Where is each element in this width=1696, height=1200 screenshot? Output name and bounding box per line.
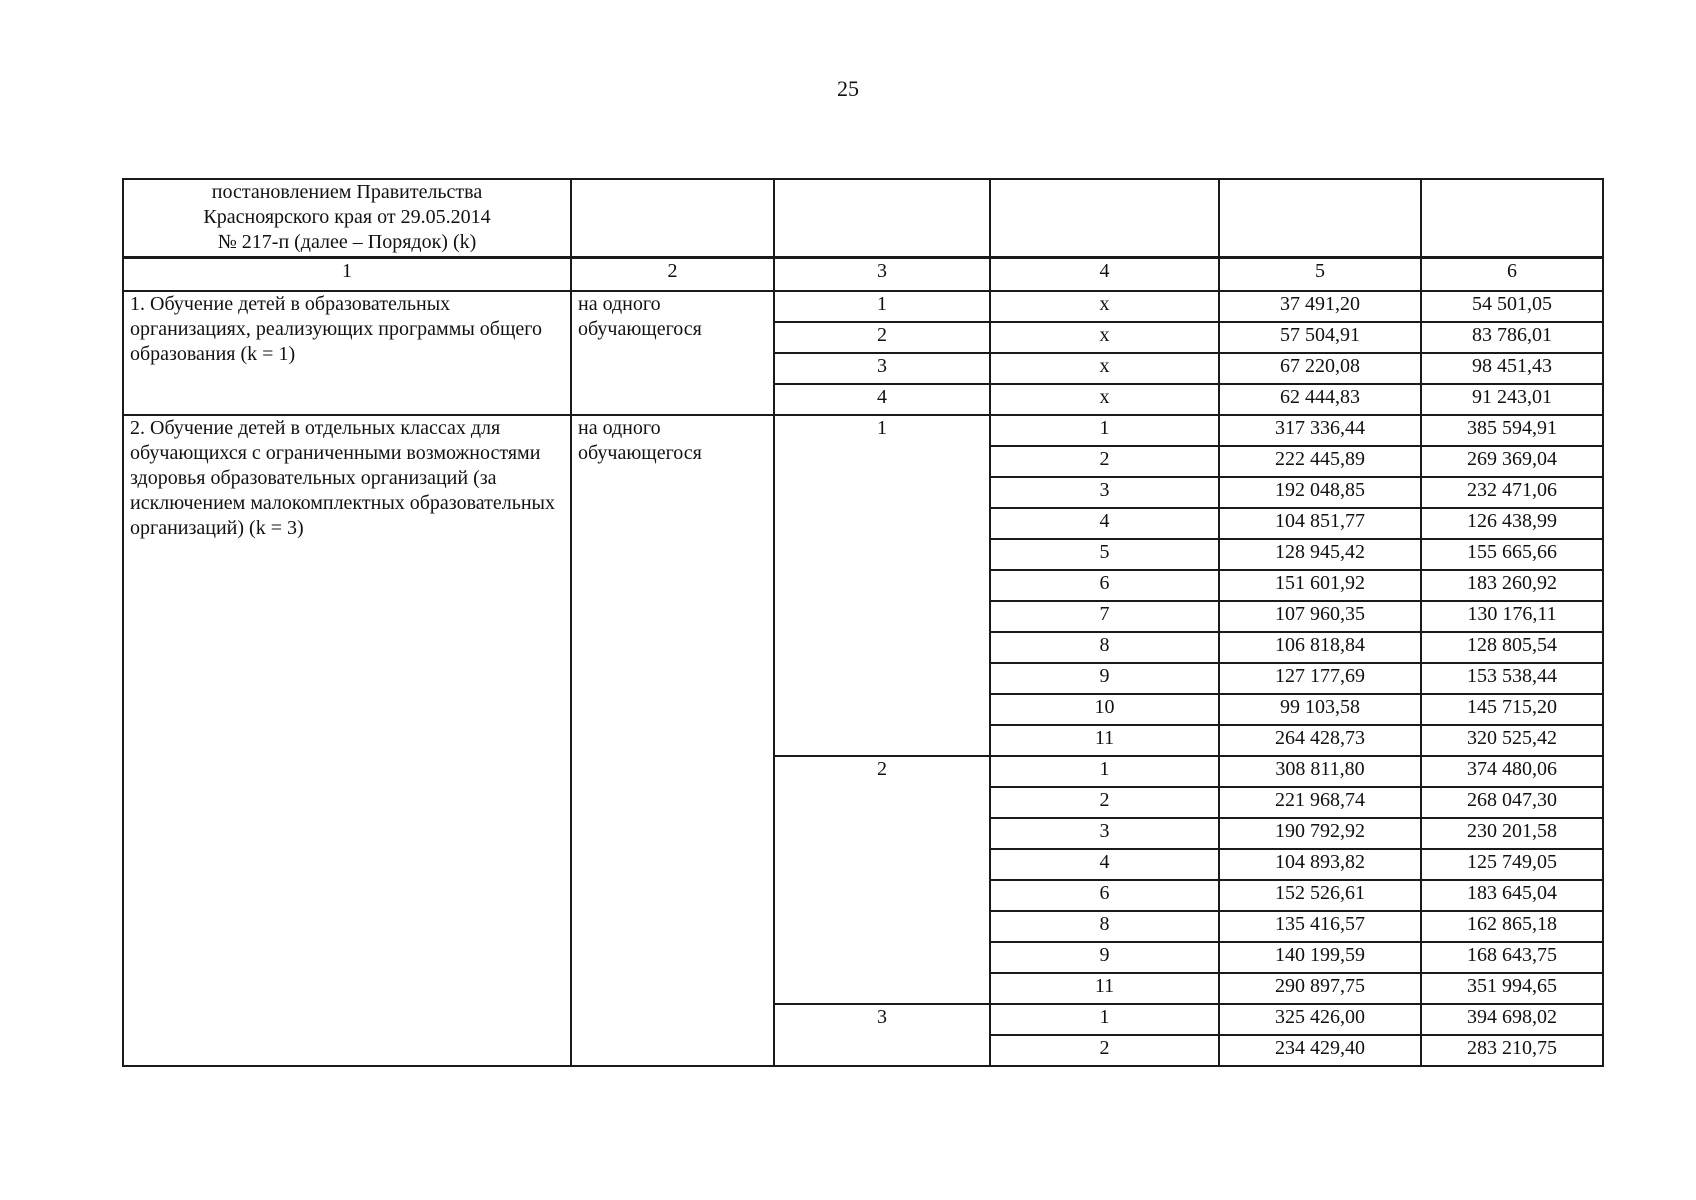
column-number: 3 <box>774 257 990 291</box>
cell-col6: 54 501,05 <box>1421 291 1603 322</box>
cell-col4: 2 <box>990 787 1219 818</box>
cell-col5: 151 601,92 <box>1219 570 1421 601</box>
cell-col4: 10 <box>990 694 1219 725</box>
column-number: 2 <box>571 257 774 291</box>
cell-col5: 99 103,58 <box>1219 694 1421 725</box>
cell-col4: 5 <box>990 539 1219 570</box>
group2-col3: 2 <box>774 756 990 1004</box>
cell-col6: 168 643,75 <box>1421 942 1603 973</box>
cell-col6: 394 698,02 <box>1421 1004 1603 1035</box>
cell-col5: 140 199,59 <box>1219 942 1421 973</box>
cell-col5: 37 491,20 <box>1219 291 1421 322</box>
column-number-row <box>123 257 1603 291</box>
cell-col6: 183 260,92 <box>1421 570 1603 601</box>
column-number: 4 <box>990 257 1219 291</box>
cell-col4: х <box>990 322 1219 353</box>
cell-col5: 308 811,80 <box>1219 756 1421 787</box>
cell-col6: 374 480,06 <box>1421 756 1603 787</box>
cell-col4: 3 <box>990 477 1219 508</box>
cell-col6: 230 201,58 <box>1421 818 1603 849</box>
cell-col6: 385 594,91 <box>1421 415 1603 446</box>
cell-col4: 11 <box>990 973 1219 1004</box>
cell-col6: 91 243,01 <box>1421 384 1603 415</box>
cell-col6: 98 451,43 <box>1421 353 1603 384</box>
column-number: 1 <box>123 257 571 291</box>
cell-col5: 127 177,69 <box>1219 663 1421 694</box>
cell-col5: 222 445,89 <box>1219 446 1421 477</box>
cell-col4: 2 <box>990 446 1219 477</box>
cell-col5: 107 960,35 <box>1219 601 1421 632</box>
cell-col4: 11 <box>990 725 1219 756</box>
cell-col5: 62 444,83 <box>1219 384 1421 415</box>
cell-col5: 317 336,44 <box>1219 415 1421 446</box>
cell-col6: 183 645,04 <box>1421 880 1603 911</box>
header-text-cell <box>123 179 571 257</box>
cell-col3: 1 <box>774 291 990 322</box>
cell-col4: 1 <box>990 415 1219 446</box>
cell-col6: 162 865,18 <box>1421 911 1603 942</box>
cell-col4: 6 <box>990 880 1219 911</box>
cell-col4: 1 <box>990 1004 1219 1035</box>
cell-col5: 57 504,91 <box>1219 322 1421 353</box>
cell-col6: 130 176,11 <box>1421 601 1603 632</box>
header-empty-cell <box>571 179 774 257</box>
cell-col5: 290 897,75 <box>1219 973 1421 1004</box>
cell-col5: 152 526,61 <box>1219 880 1421 911</box>
cell-col5: 106 818,84 <box>1219 632 1421 663</box>
cell-col4: 8 <box>990 911 1219 942</box>
cell-col4: 2 <box>990 1035 1219 1066</box>
header-line-3: № 217-п (далее – Порядок) (k) <box>217 231 477 253</box>
cell-col5: 325 426,00 <box>1219 1004 1421 1035</box>
cell-col6: 155 665,66 <box>1421 539 1603 570</box>
cell-col5: 221 968,74 <box>1219 787 1421 818</box>
section1-unit: на одного обучающегося <box>571 291 774 415</box>
header-empty-cell <box>1421 179 1603 257</box>
header-empty-cell <box>1219 179 1421 257</box>
section1-description: 1. Обучение детей в образовательных организациях, реализующих программы общего образования (k = 1) <box>123 291 571 415</box>
cell-col5: 135 416,57 <box>1219 911 1421 942</box>
section2-unit: на одного обучающегося <box>571 415 774 1066</box>
cell-col6: 153 538,44 <box>1421 663 1603 694</box>
header-continuation-row <box>123 179 1603 257</box>
cell-col4: 3 <box>990 818 1219 849</box>
cell-col4: 7 <box>990 601 1219 632</box>
cell-col3: 4 <box>774 384 990 415</box>
tariff-table <box>122 178 1604 1067</box>
cell-col6: 269 369,04 <box>1421 446 1603 477</box>
header-empty-cell <box>990 179 1219 257</box>
cell-col4: 1 <box>990 756 1219 787</box>
cell-col4: 4 <box>990 849 1219 880</box>
cell-col6: 83 786,01 <box>1421 322 1603 353</box>
cell-col3: 3 <box>774 353 990 384</box>
cell-col4: х <box>990 291 1219 322</box>
cell-col6: 125 749,05 <box>1421 849 1603 880</box>
cell-col5: 128 945,42 <box>1219 539 1421 570</box>
cell-col3: 2 <box>774 322 990 353</box>
cell-col6: 126 438,99 <box>1421 508 1603 539</box>
cell-col5: 190 792,92 <box>1219 818 1421 849</box>
table-row <box>123 291 1603 322</box>
header-line-2: Красноярского края от 29.05.2014 <box>203 206 491 228</box>
column-number: 6 <box>1421 257 1603 291</box>
cell-col4: 6 <box>990 570 1219 601</box>
header-empty-cell <box>774 179 990 257</box>
cell-col4: 9 <box>990 663 1219 694</box>
cell-col5: 234 429,40 <box>1219 1035 1421 1066</box>
cell-col6: 145 715,20 <box>1421 694 1603 725</box>
page-number: 25 <box>837 76 859 101</box>
cell-col4: 9 <box>990 942 1219 973</box>
cell-col5: 67 220,08 <box>1219 353 1421 384</box>
cell-col6: 232 471,06 <box>1421 477 1603 508</box>
cell-col6: 268 047,30 <box>1421 787 1603 818</box>
group1-col3: 1 <box>774 415 990 756</box>
cell-col4: х <box>990 353 1219 384</box>
table-row <box>123 415 1603 446</box>
header-line-1: постановлением Правительства <box>211 181 483 203</box>
cell-col5: 264 428,73 <box>1219 725 1421 756</box>
cell-col6: 351 994,65 <box>1421 973 1603 1004</box>
cell-col6: 283 210,75 <box>1421 1035 1603 1066</box>
cell-col6: 320 525,42 <box>1421 725 1603 756</box>
cell-col4: х <box>990 384 1219 415</box>
cell-col5: 104 893,82 <box>1219 849 1421 880</box>
column-number: 5 <box>1219 257 1421 291</box>
cell-col5: 192 048,85 <box>1219 477 1421 508</box>
cell-col6: 128 805,54 <box>1421 632 1603 663</box>
cell-col5: 104 851,77 <box>1219 508 1421 539</box>
group3-col3: 3 <box>774 1004 990 1066</box>
cell-col4: 4 <box>990 508 1219 539</box>
section2-description: 2. Обучение детей в отдельных классах для обучающихся с ограниченными возможностями здоровья образовательных организаций (за исключением малокомплектных образовательных организаций) (k = 3) <box>123 415 571 1066</box>
cell-col4: 8 <box>990 632 1219 663</box>
